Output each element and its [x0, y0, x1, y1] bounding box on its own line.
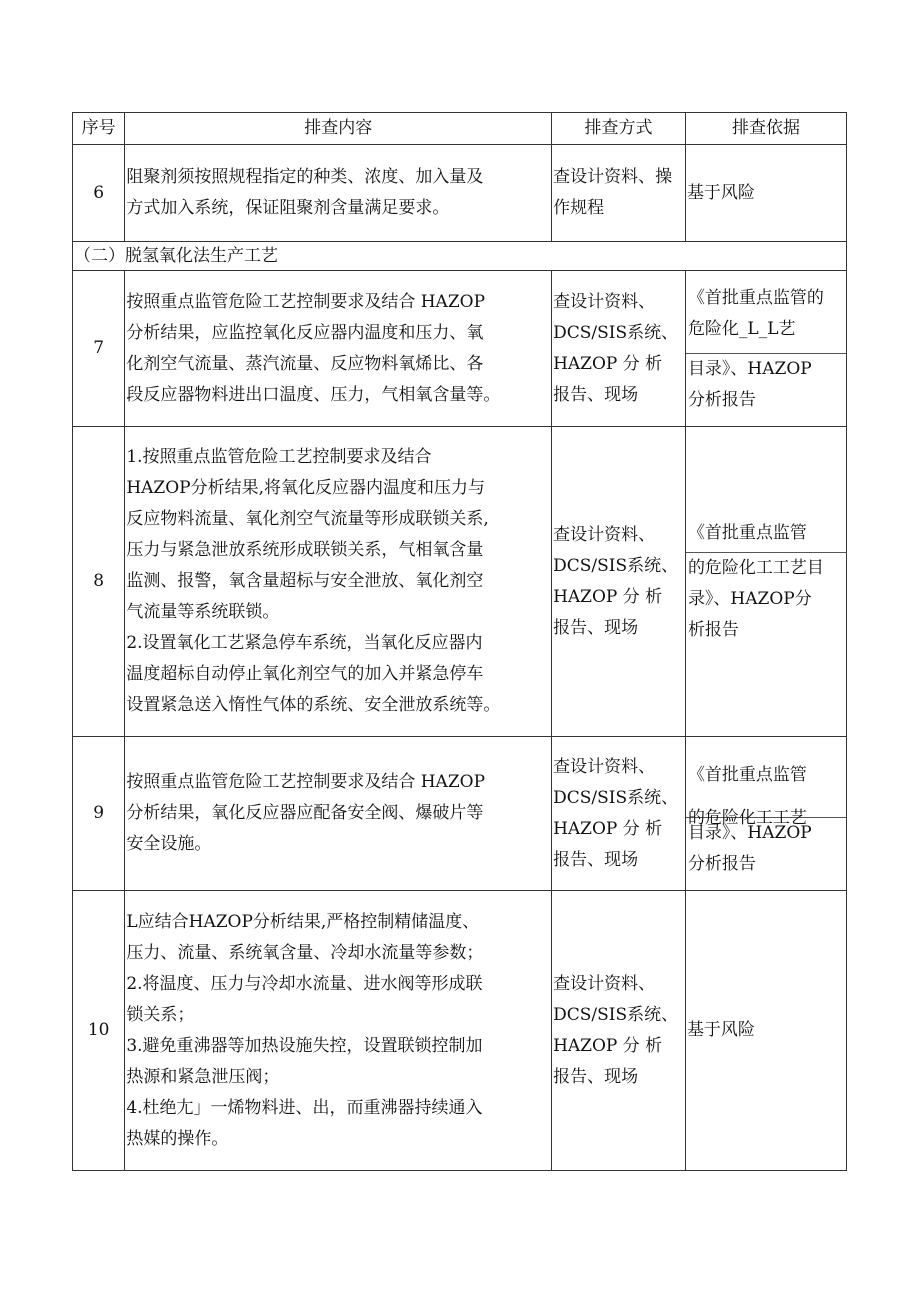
content-line: 气流量等系统联锁。	[126, 602, 280, 622]
row-method	[552, 427, 686, 737]
method-line: 查设计资料、	[553, 756, 656, 777]
basis-line: 录》、HAZOP分	[687, 588, 812, 609]
table-row	[73, 737, 847, 891]
method-line: 查设计资料、	[553, 973, 656, 994]
table-row	[73, 891, 847, 1171]
row-num: 6	[73, 145, 125, 242]
content-line: 压力与紧急泄放系统形成联锁关系，气相氧含量	[126, 540, 484, 560]
row-num: 7	[73, 271, 125, 427]
method-line: 查设计资料、	[553, 291, 656, 312]
row-basis	[685, 737, 846, 891]
row-method	[552, 891, 686, 1171]
content-line: 分析结果，应监控氧化反应器内温度和压力、氧	[126, 322, 484, 343]
content-line: 压力、流量、系统氧含量、冷却水流量等参数；	[126, 942, 484, 963]
content-line: 温度超标自动停止氧化剂空气的加入并紧急停车	[126, 664, 484, 684]
content-line: 按照重点监管危险工艺控制要求及结合 HAZOP	[126, 291, 486, 312]
content-line: 反应物料流量、氧化剂空气流量等形成联锁关系,	[126, 509, 489, 529]
table-row	[73, 271, 847, 427]
content-line: 热源和紧急泄压阀；	[126, 1066, 280, 1087]
section-title: （二）脱氢氧化法生产工艺	[73, 242, 847, 271]
basis-top	[686, 747, 846, 828]
basis-bottom	[686, 354, 846, 416]
method-line: 报告、现场	[553, 1066, 639, 1087]
content-line: 阻聚剂须按照规程指定的种类、浓度、加入量及	[126, 167, 484, 187]
content-line: L应结合HAZOP分析结果,严格控制精储温度、	[126, 911, 480, 932]
content-line: 安全设施。	[126, 834, 212, 854]
content-line: 方式加入系统，保证阻聚剂含量满足要求。	[126, 198, 450, 218]
content-line: 化剂空气流量、蒸汽流量、反应物料氧烯比、各	[126, 353, 484, 374]
basis-bottom	[686, 818, 846, 880]
basis-line: 析报告	[687, 619, 739, 640]
row-content	[125, 271, 552, 427]
row-basis	[685, 427, 846, 737]
basis-line: 分析报告	[687, 390, 756, 410]
content-line: 4.杜绝尢」一烯物料进、出，而重沸器持续通入	[126, 1097, 483, 1118]
section-row	[73, 242, 847, 271]
content-line: 按照重点监管危险工艺控制要求及结合 HAZOP	[126, 772, 486, 792]
row-method	[552, 145, 686, 242]
basis-line: 分析报告	[687, 854, 756, 874]
basis-top	[686, 518, 846, 553]
content-line: 设置紧急送入惰性气体的系统、安全泄放系统等。	[126, 695, 501, 715]
basis-bottom	[686, 553, 846, 646]
row-method	[552, 737, 686, 891]
content-line: 监测、报警，氧含量超标与安全泄放、氧化剂空	[126, 571, 484, 591]
basis-line: 《首批重点监管的	[687, 288, 824, 308]
content-line: 锁关系；	[126, 1004, 195, 1025]
row-num: 8	[73, 427, 125, 737]
method-line: DCS/SIS系统、	[553, 322, 679, 343]
basis-line: 《首批重点监管	[687, 522, 807, 543]
row-basis: 基于风险	[685, 145, 846, 242]
content-line: 热媒的操作。	[126, 1128, 229, 1149]
basis-top	[686, 281, 846, 354]
method-line: 报告、现场	[553, 384, 639, 405]
row-content	[125, 145, 552, 242]
row-content	[125, 891, 552, 1171]
row-content	[125, 737, 552, 891]
method-line: HAZOP 分 析	[553, 353, 663, 374]
method-line: HAZOP 分 析	[553, 818, 663, 839]
method-line: DCS/SIS系统、	[553, 787, 679, 808]
method-line: HAZOP 分 析	[553, 1035, 663, 1056]
header-basis: 排查依据	[685, 113, 846, 145]
basis-line: 《首批重点监管	[687, 765, 807, 785]
method-line: 查设计资料、	[553, 524, 656, 545]
row-basis: 基于风险	[685, 891, 846, 1171]
basis-line: 危险化_L_L艺	[687, 319, 796, 339]
method-line: 作规程	[553, 198, 605, 218]
method-line: DCS/SIS系统、	[553, 555, 679, 576]
content-line: 分析结果，氧化反应器应配备安全阀、爆破片等	[126, 803, 484, 823]
content-line: 2.设置氧化工艺紧急停车系统，当氧化反应器内	[126, 633, 483, 653]
content-line: 3.避免重沸器等加热设施失控，设置联锁控制加	[126, 1035, 483, 1056]
row-num: 9	[73, 737, 125, 891]
header-row	[73, 113, 847, 145]
table-row	[73, 427, 847, 737]
method-line: 报告、现场	[553, 849, 639, 870]
header-content: 排查内容	[125, 113, 552, 145]
header-method: 排查方式	[552, 113, 686, 145]
row-content	[125, 427, 552, 737]
method-line: DCS/SIS系统、	[553, 1004, 679, 1025]
row-method	[552, 271, 686, 427]
row-num: 10	[73, 891, 125, 1171]
header-num: 序号	[73, 113, 125, 145]
content-line: 1.按照重点监管危险工艺控制要求及结合	[126, 447, 432, 467]
table-row	[73, 145, 847, 242]
row-basis	[685, 271, 846, 427]
content-line: HAZOP分析结果,将氧化反应器内温度和压力与	[126, 478, 486, 498]
basis-line: 目录》、HAZOP	[687, 359, 812, 379]
basis-line: 目录》、HAZOP	[687, 823, 812, 843]
content-line: 段反应器物料进出口温度、压力，气相氧含量等。	[126, 384, 501, 405]
method-line: 报告、现场	[553, 617, 639, 638]
content-line: 2.将温度、压力与冷却水流量、进水阀等形成联	[126, 973, 483, 994]
basis-line: 的危险化工工艺	[687, 808, 807, 828]
inspection-table	[72, 112, 847, 1171]
method-line: 查设计资料、操	[553, 167, 673, 187]
method-line: HAZOP 分 析	[553, 586, 663, 607]
basis-line: 的危险化工工艺目	[687, 557, 824, 578]
